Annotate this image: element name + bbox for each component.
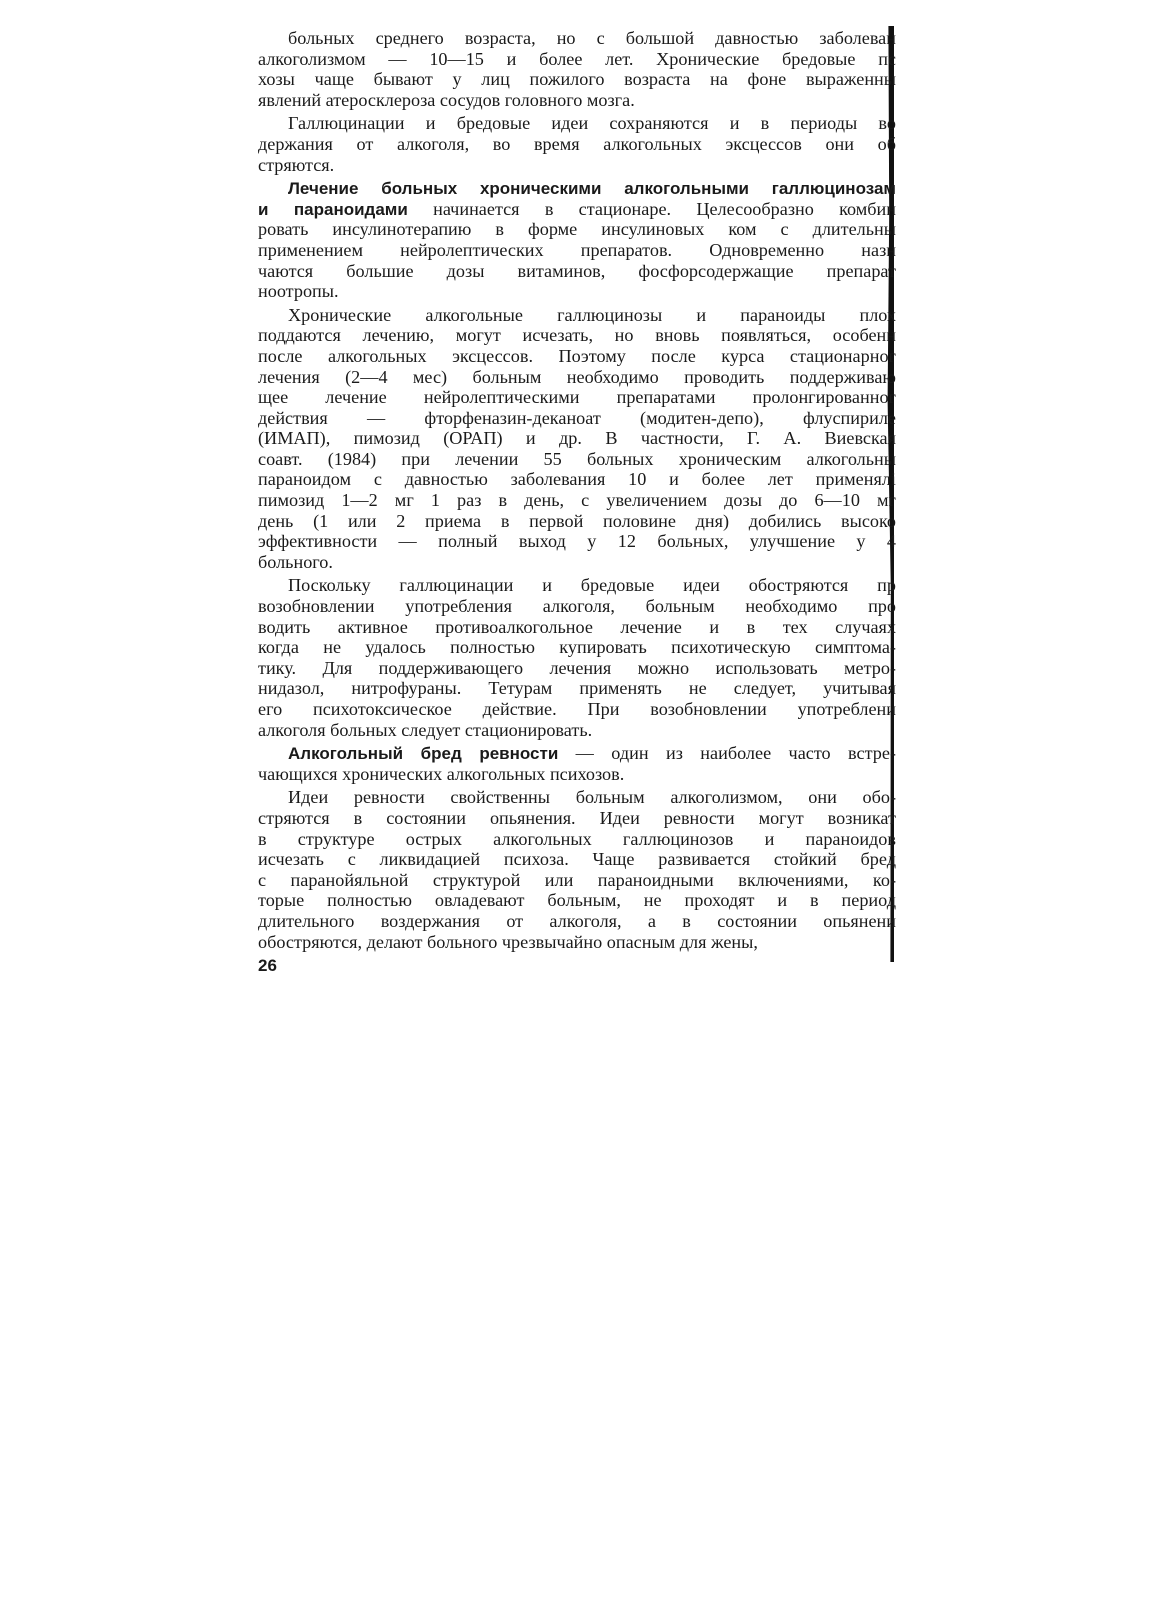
text-line: хозы чаще бывают у лиц пожилого возраста на фоне выраженны <box>258 69 896 90</box>
text-line: алкоголизмом — 10—15 и более лет. Хронические бредовые пс <box>258 48 896 69</box>
paragraph <box>258 305 896 573</box>
bold-heading: и параноидами <box>258 199 408 219</box>
text-line: чаются большие дозы витаминов, фосфорсодержащие препарат <box>258 260 896 281</box>
text-line: лечения (2—4 мес) больным необходимо проводить поддерживаю <box>258 366 896 387</box>
text-line: водить активное противоалкогольное лечение и в тех случаях <box>258 616 896 637</box>
page-text <box>258 28 896 952</box>
paragraph <box>258 575 896 740</box>
text-line: ровать инсулинотерапию в форме инсулиновых ком с длительны <box>258 219 896 240</box>
text-line: длительного воздержания от алкоголя, а в состоянии опьянени <box>258 910 896 931</box>
text-line: пимозид 1—2 мг 1 раз в день, с увеличением дозы до 6—10 мг <box>258 490 896 511</box>
text-line: поддаются лечению, могут исчезать, но вновь появляться, особенн <box>258 325 896 346</box>
text-line: в структуре острых алкогольных галлюцинозов и параноидов <box>258 828 896 849</box>
bold-heading: Алкогольный бред ревности <box>288 744 559 764</box>
text-line: явлений атеросклероза сосудов головного мозга. <box>258 89 635 110</box>
text-line: щее лечение нейролептическими препаратами пролонгированног <box>258 387 896 408</box>
bold-heading: Лечение больных хроническими алкогольными галлюцинозам <box>288 179 896 199</box>
text-line: после алкогольных эксцессов. Поэтому после курса стационарног <box>258 345 896 366</box>
page-number: 26 <box>258 956 277 976</box>
text-line: параноидом с давностью заболевания 10 и более лет применялі <box>258 469 896 490</box>
text-line: когда не удалось полностью купировать психотическую симптома- <box>258 637 896 658</box>
text-line: ноотропы. <box>258 281 339 302</box>
text-line: нидазол, нитрофураны. Тетурам применять не следует, учитывая <box>258 678 896 699</box>
text-line: обостряются, делают больного чрезвычайно опасным для жены, <box>258 931 758 952</box>
text-line: держания от алкоголя, во время алкогольных эксцессов они об <box>258 133 896 154</box>
text-line: стряются. <box>258 154 335 175</box>
paragraph <box>258 787 896 952</box>
text-line: стряются в состоянии опьянения. Идеи ревности могут возникат <box>258 807 896 828</box>
text-line: Алкогольный бред ревности — один из наиболее часто встре- <box>288 743 896 764</box>
text-line: его психотоксическое действие. При возобновлении употреблени <box>258 699 896 719</box>
paragraph <box>258 178 896 302</box>
text-line: с паранойяльной структурой или параноидными включениями, ко- <box>258 869 896 890</box>
text-line: алкоголя больных следует стационировать. <box>258 719 593 740</box>
text-line: применением нейролептических препаратов. Одновременно назн <box>258 239 896 260</box>
text-line: эффективности — полный выход у 12 больных, улучшение у 4 <box>258 531 896 552</box>
text-line: торые полностью овладевают больным, не проходят и в период <box>258 890 896 911</box>
text-line: и параноидами начинается в стационаре. Целесообразно комбин <box>258 198 896 219</box>
text-line: соавт. (1984) при лечении 55 больных хроническим алкогольны <box>258 448 896 469</box>
text-line: Идеи ревности свойственны больным алкоголизмом, они обо- <box>288 787 896 808</box>
text-line: возобновлении употребления алкоголя, больным необходимо про <box>258 596 896 617</box>
text-line: день (1 или 2 приема в первой половине дня) добились высоко <box>258 510 896 531</box>
text-line: Поскольку галлюцинации и бредовые идеи обостряются пр <box>288 575 896 596</box>
text-line: чающихся хронических алкогольных психозов. <box>258 763 625 784</box>
text-line <box>258 178 896 199</box>
text-line: тику. Для поддерживающего лечения можно использовать метро- <box>258 657 896 678</box>
text-line: больных среднего возраста, но с большой давностью заболеван <box>288 28 896 48</box>
text-line: (ИМАП), пимозид (ОРАП) и др. В частности, Г. А. Виевская <box>258 428 896 449</box>
paragraph <box>258 113 896 175</box>
paragraph <box>258 28 896 110</box>
text-line: больного. <box>258 551 333 572</box>
text-line: Хронические алкогольные галлюцинозы и параноиды плох <box>288 304 896 325</box>
text-line: действия — фторфеназин-деканоат (модитен-депо), флуспириле <box>258 407 896 428</box>
paragraph <box>258 743 896 784</box>
text-line: исчезать с ликвидацией психоза. Чаще развивается стойкий бред <box>258 849 896 870</box>
book-page <box>258 28 896 976</box>
text-line: Галлюцинации и бредовые идеи сохраняются и в периоды во <box>288 113 896 134</box>
